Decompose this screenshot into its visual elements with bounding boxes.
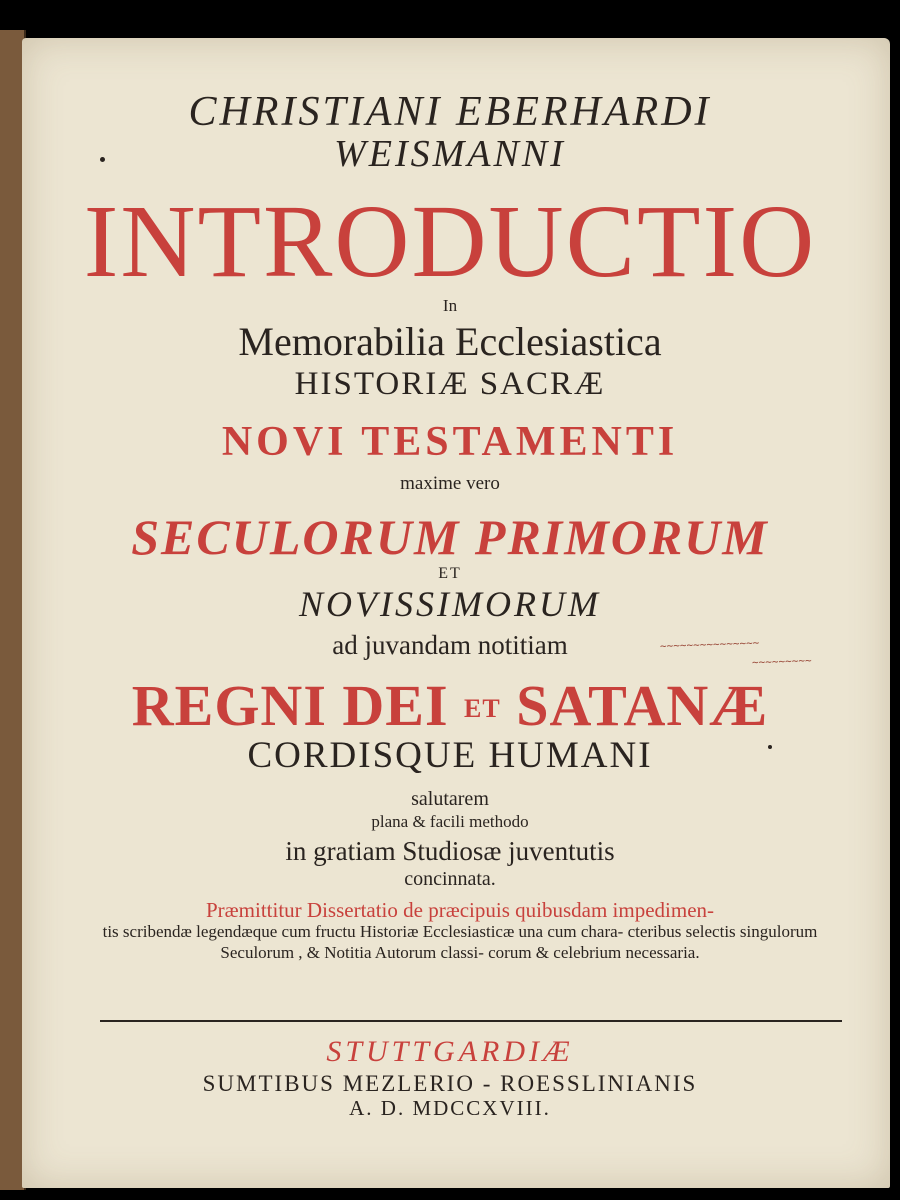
ink-dot-2 xyxy=(768,745,772,749)
line-concinnata: concinnata. xyxy=(404,868,496,890)
para-rest: tis scribendæ legendæque cum fructu Historiæ Ecclesiasticæ una cum chara- cteribus selectis singulorum Seculorum , & Notitia Autorum classi- corum & celebrium necessaria. xyxy=(102,922,818,962)
dissertation-paragraph xyxy=(70,900,850,963)
handwritten-annotation: ~~~~~~~~~~~~~~~ xyxy=(659,636,760,653)
line-gratiam: in gratiam Studiosæ juventutis xyxy=(285,836,615,866)
satanae-text: SATANÆ xyxy=(516,673,769,738)
main-title: INTRODUCTIO xyxy=(83,184,817,299)
regni-dei-text: REGNI DEI xyxy=(131,673,449,738)
line-et-1: ET xyxy=(438,565,462,582)
line-salutarem: salutarem xyxy=(411,788,489,810)
in-word: In xyxy=(442,296,458,315)
line-seculorum: SECULORUM PRIMORUM xyxy=(131,509,769,565)
line-maxime-vero: maxime vero xyxy=(400,473,500,494)
line-novi-testamenti: NOVI TESTAMENTI xyxy=(221,419,679,465)
line-memorabilia: Memorabilia Ecclesiastica xyxy=(238,319,662,364)
para-lead: Præmittitur Dissertatio de præcipuis quibusdam impedimen- xyxy=(205,898,715,922)
handwritten-annotation-2: ~~~~~~~~~ xyxy=(751,653,812,670)
separator-rule xyxy=(100,1020,842,1022)
line-historiae: HISTORIÆ SACRÆ xyxy=(294,366,606,402)
imprint-publisher: SUMTIBUS MEZLERIO - ROESSLINIANIS xyxy=(202,1071,698,1096)
author-line-1: CHRISTIANI EBERHARDI xyxy=(188,89,712,135)
imprint-city: STUTTGARDIÆ xyxy=(326,1035,574,1068)
line-ad-juvandam: ad juvandam notitiam xyxy=(332,630,568,660)
line-novissimorum: NOVISSIMORUM xyxy=(299,584,601,624)
line-regni-dei xyxy=(0,672,900,739)
line-plana: plana & facili methodo xyxy=(371,812,529,831)
line-cordisque: CORDISQUE HUMANI xyxy=(247,735,653,776)
imprint-date: A. D. MDCCXVIII. xyxy=(349,1096,551,1120)
regni-et-text: ET xyxy=(464,694,501,723)
author-line-2: WEISMANNI xyxy=(334,133,566,175)
